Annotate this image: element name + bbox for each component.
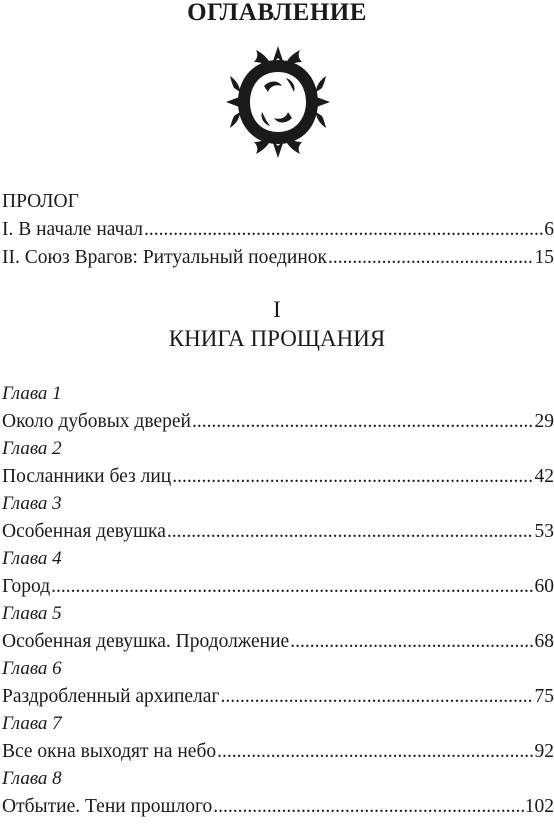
toc-entry[interactable] [2,219,554,245]
entry-title: Город [2,576,51,597]
book-number: I [273,297,281,322]
dot-leader [172,466,533,488]
entry-title: Особенная девушка. Продолжение [2,631,290,652]
toc-entry[interactable] [2,247,554,273]
entry-page: 60 [534,576,554,597]
entry-page: 6 [544,219,554,240]
toc-entry[interactable] [2,521,554,547]
dot-leader [167,521,534,543]
dot-leader [290,631,533,653]
chapter-label: Глава 8 [2,768,62,789]
chapter-label: Глава 5 [2,603,62,624]
toc-entry[interactable] [2,686,554,712]
entry-page: 68 [534,631,554,652]
dot-leader [192,411,534,433]
toc-entry[interactable] [2,411,554,437]
entry-title: Раздробленный архипелаг [2,686,220,707]
entry-title: Посланники без лиц [2,466,172,487]
chapter-label: Глава 7 [2,713,62,734]
entry-page: 92 [534,741,554,762]
chapter-label: Глава 4 [2,548,62,569]
entry-page: 15 [534,247,554,268]
toc-entry[interactable] [2,741,554,767]
chapter-label: Глава 3 [2,493,62,514]
entry-title: Отбытие. Тени прошлого [2,796,213,817]
toc-title: ОГЛАВЛЕНИЕ [187,0,367,26]
entry-page: 75 [534,686,554,707]
entry-page: 53 [534,521,554,542]
entry-title: Около дубовых дверей [2,411,191,432]
chapter-label: Глава 1 [2,383,62,404]
entry-title: Все окна выходят на небо [2,741,217,762]
toc-entry[interactable] [2,631,554,657]
dot-leader [51,576,533,598]
dot-leader [144,219,543,241]
toc-entry[interactable] [2,796,554,822]
entry-page: 42 [534,466,554,487]
prologue-heading: ПРОЛОГ [2,191,79,212]
chapter-label: Глава 6 [2,658,62,679]
dot-leader [220,686,533,708]
toc-entry[interactable] [2,466,554,492]
chapter-label: Глава 2 [2,438,62,459]
dot-leader [328,247,534,269]
book-title: КНИГА ПРОЩАНИЯ [168,326,386,351]
entry-page: 29 [534,411,554,432]
dot-leader [217,741,533,763]
tribal-ornament-icon [226,46,330,158]
entry-page: 102 [524,796,554,817]
toc-entry[interactable] [2,576,554,602]
entry-title: II. Союз Врагов: Ритуальный поединок [2,247,327,268]
entry-title: Особенная девушка [2,521,166,542]
entry-title: I. В начале начал [2,219,144,240]
dot-leader [213,796,523,818]
